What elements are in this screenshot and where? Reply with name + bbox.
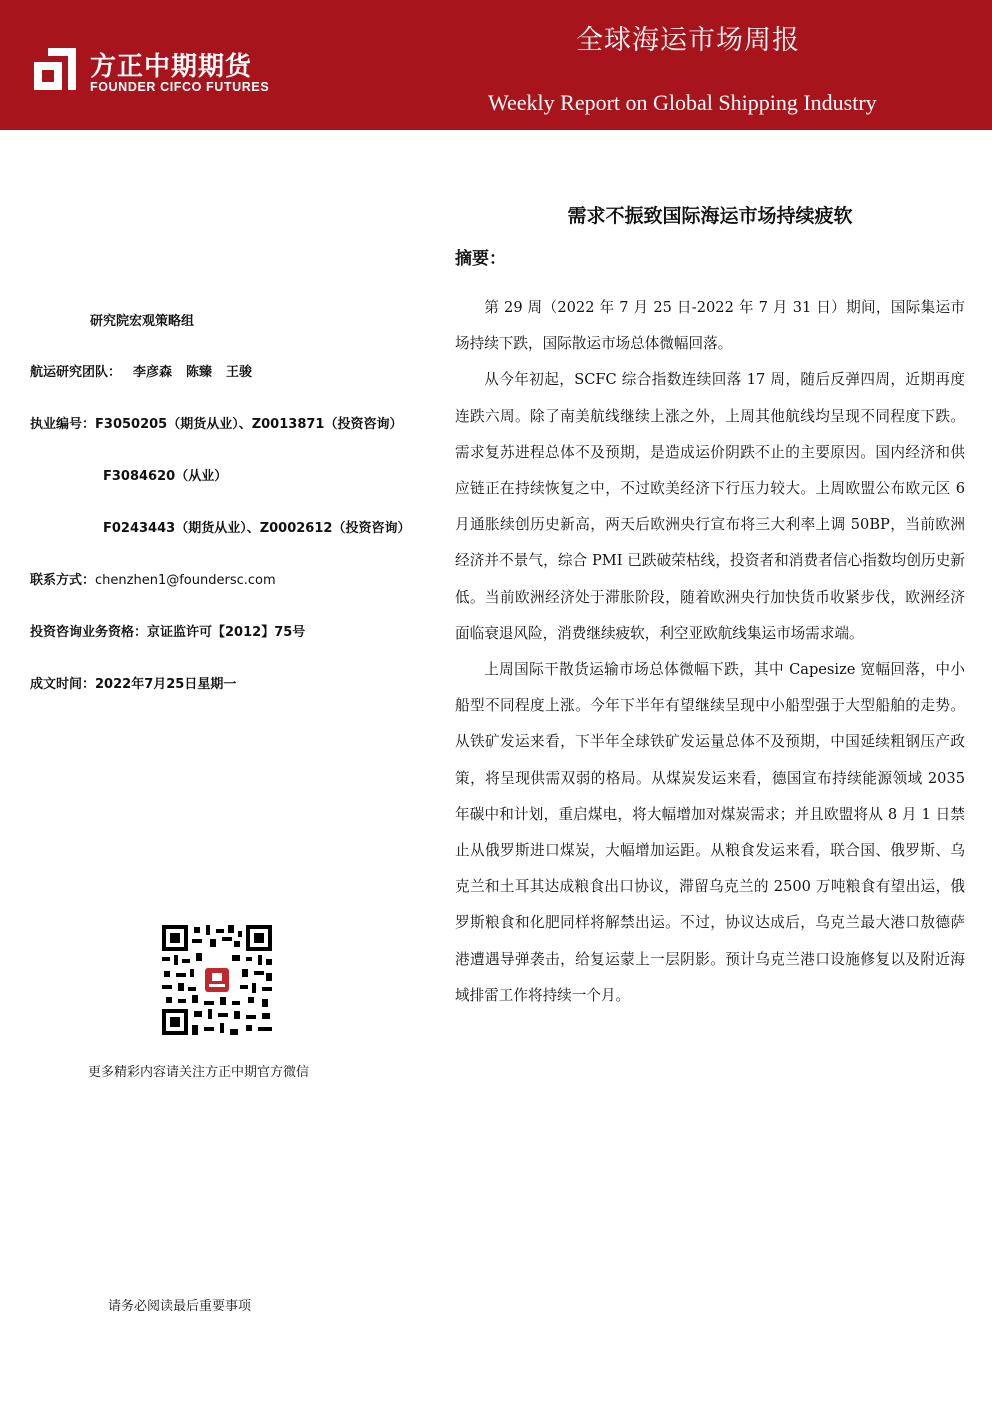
team-member: 李彦森 — [133, 365, 173, 380]
contact-label: 联系方式： — [30, 573, 96, 588]
qualification-label: 投资咨询业务资格： — [30, 625, 148, 640]
team-member: 王骏 — [226, 365, 253, 380]
paragraph: 从今年初起，SCFC 综合指数连续回落 17 周，随后反弹四周，近期再度连跌六周。除了南美航线继续上涨之外，上周其他航线均呈现不同程度下跌。需求复苏进程总体不及预期，是造成运价阴跌不止的主要原因。国内经济和供应链正在持续恢复之中，不过欧美经济下行压力较大。上周欧盟公布欧元区 6 月通胀续创历史新高，两天后欧洲央行宣布将三大利率上调 50BP，当前欧洲经济并不景气，综合 PMI 已跌破荣枯线，投资者和消费者信心指数均创历史新低。当前欧洲经济处于滞胀阶段，随着欧洲央行加快货币收紧步伐，欧洲经济面临衰退风险，消费继续疲软，利空亚欧航线集运市场需求端。 — [455, 371, 965, 642]
report-title-en: Weekly Report on Global Shipping Industry — [488, 90, 877, 115]
license-line — [30, 413, 402, 432]
qualification-line — [30, 621, 305, 640]
wechat-qr-code[interactable] — [162, 925, 272, 1035]
abstract-body — [455, 290, 965, 1014]
brand-name-cn: 方正中期期货 — [90, 52, 253, 82]
abstract-label: 摘要： — [455, 249, 506, 269]
contact-line — [30, 569, 276, 588]
license-number: F3084620（从业） — [103, 469, 228, 484]
paragraph: 上周国际干散货运输市场总体微幅下跌，其中 Capesize 宽幅回落，中小船型不同程度上涨。今年下半年有望继续呈现中小船型强于大型船舶的走势。从铁矿发运来看，下半年全球铁矿发运量总体不及预期，中国延续粗钢压产政策，将呈现供需双弱的格局。从煤炭发运来看，德国宣布持续能源领域 2035 年碳中和计划，重启煤电，将大幅增加对煤炭需求；并且欧盟将从 8 月 1 日禁止从俄罗斯进口煤炭，大幅增加运距。从粮食发运来看，联合国、俄罗斯、乌克兰和土耳其达成粮食出口协议，滞留乌克兰的 2500 万吨粮食有望出运，俄罗斯粮食和化肥同样将解禁出运。不过，协议达成后，乌克兰最大港口敖德萨港遭遇导弹袭击，给复运蒙上一层阴影。预计乌克兰港口设施修复以及附近海域排雷工作将持续一个月。 — [455, 661, 965, 1004]
team-line — [30, 361, 252, 380]
qr-caption: 更多精彩内容请关注方正中期官方微信 — [88, 1065, 310, 1080]
team-member: 陈臻 — [186, 365, 213, 380]
contact-email[interactable]: chenzhen1@foundersc.com — [95, 573, 276, 588]
report-title-cn: 全球海运市场周报 — [576, 25, 800, 56]
date-line — [30, 673, 236, 692]
date-value: 2022年7月25日星期一 — [95, 677, 237, 692]
license-label: 执业编号： — [30, 417, 96, 432]
founder-logo-icon — [30, 44, 80, 94]
date-label: 成文时间： — [30, 677, 96, 692]
paragraph: 第 29 周（2022 年 7 月 25 日-2022 年 7 月 31 日）期间，国际集运市场持续下跌，国际散运市场总体微幅回落。 — [455, 299, 965, 353]
article-title: 需求不振致国际海运市场持续疲软 — [567, 205, 853, 227]
license-number: F0243443（期货从业）、Z0002612（投资咨询） — [103, 521, 411, 536]
team-label: 航运研究团队： — [30, 365, 122, 380]
license-number: F3050205（期货从业）、Z0013871（投资咨询） — [95, 417, 403, 432]
brand-name-en: FOUNDER CIFCO FUTURES — [90, 80, 270, 94]
qualification-value: 京证监许可【2012】75号 — [147, 625, 306, 640]
disclaimer-note: 请务必阅读最后重要事项 — [108, 1299, 252, 1314]
report-header — [0, 0, 992, 130]
department: 研究院宏观策略组 — [90, 314, 195, 329]
